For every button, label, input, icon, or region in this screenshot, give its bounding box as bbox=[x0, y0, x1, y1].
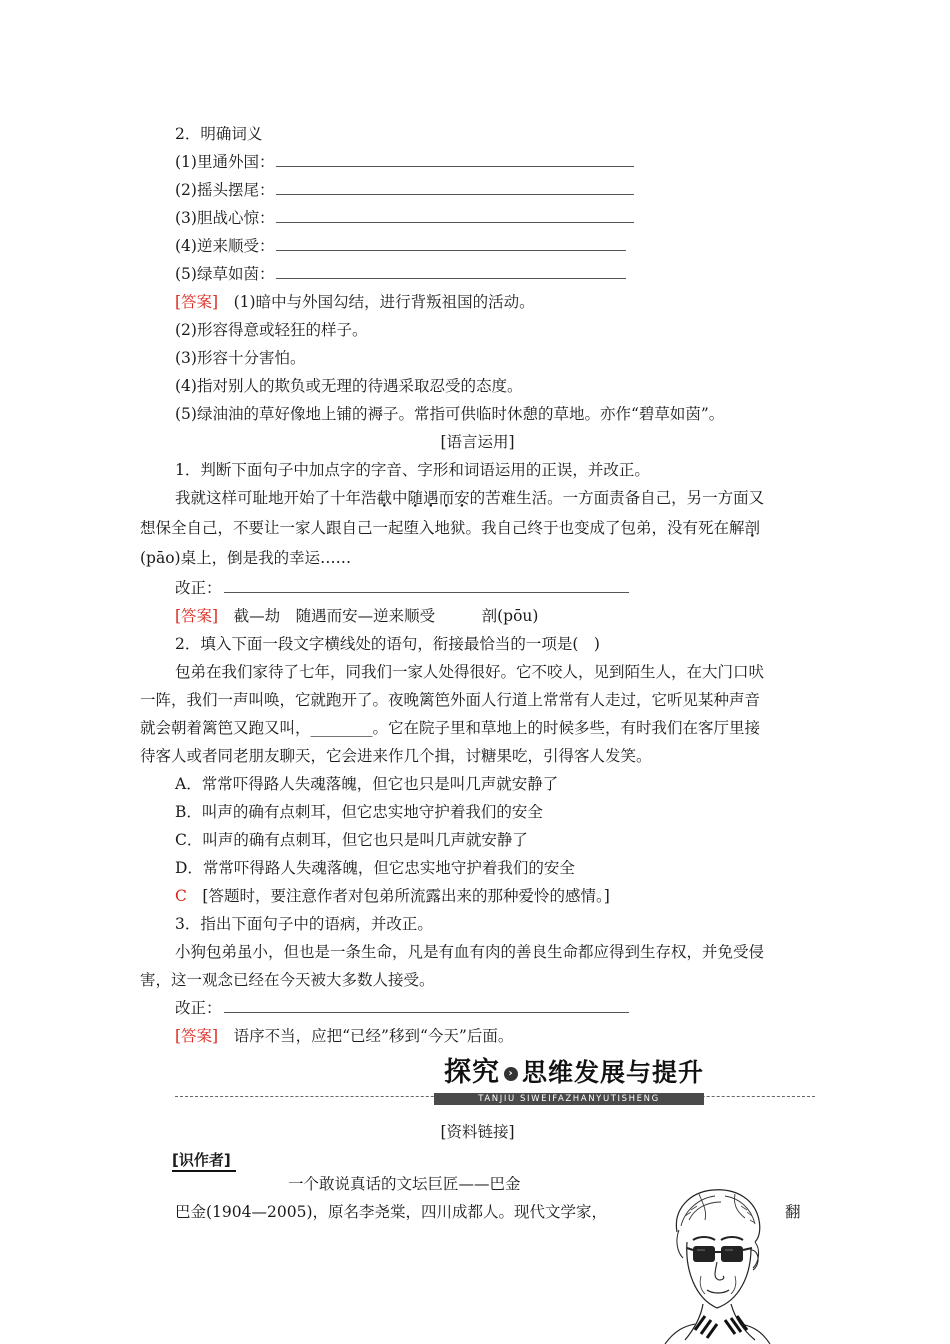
question-3-prompt: 3．指出下面句子中的语病，并改正。 bbox=[175, 915, 433, 933]
answer-tag: [答案] bbox=[175, 1027, 219, 1045]
question-1-passage-line-3: (pāo)桌上，倒是我的幸运…… bbox=[140, 549, 352, 567]
question-3-fix bbox=[175, 998, 629, 1018]
question-2-prompt: 2．填入下面一段文字横线处的语句，衔接最恰当的一项是( ) bbox=[175, 635, 600, 653]
tag-underline bbox=[172, 1170, 236, 1172]
author-intro-line: 巴金(1904—2005)，原名李尧棠，四川成都人。现代文学家， bbox=[175, 1203, 607, 1221]
option-c[interactable]: C．叫声的确有点刺耳，但它也只是叫几声就安静了 bbox=[175, 831, 528, 849]
fix-label: 改正： bbox=[175, 579, 222, 597]
answer-line-3: (3)形容十分害怕。 bbox=[175, 349, 306, 367]
passage-text: 我就这样可耻地开始了十年浩 bbox=[175, 489, 377, 507]
question-1-answer bbox=[175, 606, 538, 626]
definition-label: (3)胆战心惊： bbox=[175, 209, 275, 227]
banner-title-rest: 思维发展与提升 bbox=[522, 1058, 705, 1087]
passage-text: 的苦难生活。一方面责备自己，另一方面又 bbox=[469, 489, 765, 507]
answer-text: 语序不当，应把“已经”移到“今天”后面。 bbox=[233, 1027, 514, 1045]
section-heading-yu-yan-yun-yong: [语言运用] bbox=[440, 433, 515, 451]
answer-text: 截—劫 随遇而安—逆来顺受 剖(pōu) bbox=[233, 607, 539, 625]
dotted-char: 而 bbox=[438, 489, 455, 507]
definition-item-3 bbox=[175, 208, 634, 228]
passage-text: 想保全自己，不要让一家人跟自己一起堕入地狱。我自己终于也变成了包弟，没有死在解 bbox=[140, 519, 745, 537]
author-tag: [识作者] bbox=[172, 1151, 231, 1169]
answer-blank[interactable] bbox=[276, 152, 634, 167]
answer-line-5: (5)绿油油的草好像地上铺的褥子。常指可供临时休憩的草地。亦作“碧草如茵”。 bbox=[175, 405, 725, 423]
option-d[interactable]: D．常常吓得路人失魂落魄，但它忠实地守护着我们的安全 bbox=[175, 859, 575, 877]
dotted-char: 剖 bbox=[744, 519, 761, 537]
banner-title-main: 探究 bbox=[444, 1057, 500, 1088]
answer-blank[interactable] bbox=[276, 180, 634, 195]
question-3-answer bbox=[175, 1026, 513, 1046]
answer-line-1 bbox=[175, 292, 535, 312]
question-1-fix bbox=[175, 578, 629, 598]
section-banner-title bbox=[444, 1058, 704, 1088]
chevron-right-icon: › bbox=[504, 1067, 518, 1081]
answer-line-4: (4)指对别人的欺负或无理的待遇采取忍受的态度。 bbox=[175, 377, 523, 395]
question-2-passage-line: 包弟在我们家待了七年，同我们一家人处得很好。它不咬人，见到陌生人，在大门口吠 bbox=[175, 663, 765, 681]
answer-line-2: (2)形容得意或轻狂的样子。 bbox=[175, 321, 368, 339]
question-1-passage-line-1 bbox=[175, 488, 764, 508]
definition-label: (5)绿草如茵： bbox=[175, 265, 275, 283]
article-title: 一个敢说真话的文坛巨匠——巴金 bbox=[288, 1175, 521, 1193]
answer-note: [答题时，要注意作者对包弟所流露出来的那种爱怜的感情。] bbox=[202, 887, 610, 905]
author-portrait-image bbox=[655, 1180, 780, 1344]
answer-letter: C bbox=[175, 887, 187, 905]
passage-text: 中 bbox=[392, 489, 408, 507]
answer-text: (1)暗中与外国勾结，进行背叛祖国的活动。 bbox=[233, 293, 535, 311]
dotted-char: 安 bbox=[454, 489, 470, 507]
definition-item-5 bbox=[175, 264, 626, 284]
question-3-passage-line: 害，这一观念已经在今天被大多数人接受。 bbox=[140, 971, 435, 989]
answer-blank[interactable] bbox=[276, 236, 626, 251]
section-heading-zi-liao: [资料链接] bbox=[440, 1123, 515, 1141]
author-intro-continuation: 翻 bbox=[785, 1203, 801, 1221]
answer-blank[interactable] bbox=[276, 208, 634, 223]
answer-tag: [答案] bbox=[175, 607, 219, 625]
question-1-prompt: 1．判断下面句子中加点字的字音、字形和词语运用的正误，并改正。 bbox=[175, 461, 650, 479]
dotted-char: 截 bbox=[376, 489, 393, 507]
answer-tag: [答案] bbox=[175, 293, 219, 311]
question-1-passage-line-2 bbox=[140, 518, 815, 538]
option-b[interactable]: B．叫声的确有点刺耳，但它忠实地守护着我们的安全 bbox=[175, 803, 543, 821]
question-2-answer bbox=[175, 886, 610, 906]
dotted-char: 随 bbox=[407, 489, 424, 507]
banner-subtitle: TANJIU SIWEIFAZHANYUTISHENG bbox=[434, 1093, 704, 1105]
question-2-passage-line: 一阵，我们一声叫唤，它就跑开了。夜晚篱笆外面人行道上常常有人走过，它听见某种声音 bbox=[140, 691, 761, 709]
question-3-passage-line: 小狗包弟虽小，但也是一条生命，凡是有血有肉的善良生命都应得到生存权，并免受侵 bbox=[175, 943, 765, 961]
question-2-passage-line: 就会朝着篱笆又跑又叫，________。它在院子里和草地上的时候多些，有时我们在客厅里接 bbox=[140, 719, 761, 737]
section-heading-ci-yi: 2．明确词义 bbox=[175, 125, 263, 143]
option-a[interactable]: A．常常吓得路人失魂落魄，但它也只是叫几声就安静了 bbox=[175, 775, 559, 793]
definition-label: (1)里通外国： bbox=[175, 153, 275, 171]
definition-item-1 bbox=[175, 152, 634, 172]
answer-blank[interactable] bbox=[276, 264, 626, 279]
fix-label: 改正： bbox=[175, 999, 222, 1017]
definition-label: (4)逆来顺受： bbox=[175, 237, 275, 255]
answer-blank[interactable] bbox=[224, 578, 629, 593]
definition-label: (2)摇头摆尾： bbox=[175, 181, 275, 199]
answer-blank[interactable] bbox=[224, 998, 629, 1013]
dotted-char: 遇 bbox=[423, 489, 439, 507]
definition-item-2 bbox=[175, 180, 634, 200]
question-2-passage-line: 待客人或者同老朋友聊天，它会进来作几个揖，讨糖果吃，引得客人发笑。 bbox=[140, 747, 652, 765]
definition-item-4 bbox=[175, 236, 626, 256]
